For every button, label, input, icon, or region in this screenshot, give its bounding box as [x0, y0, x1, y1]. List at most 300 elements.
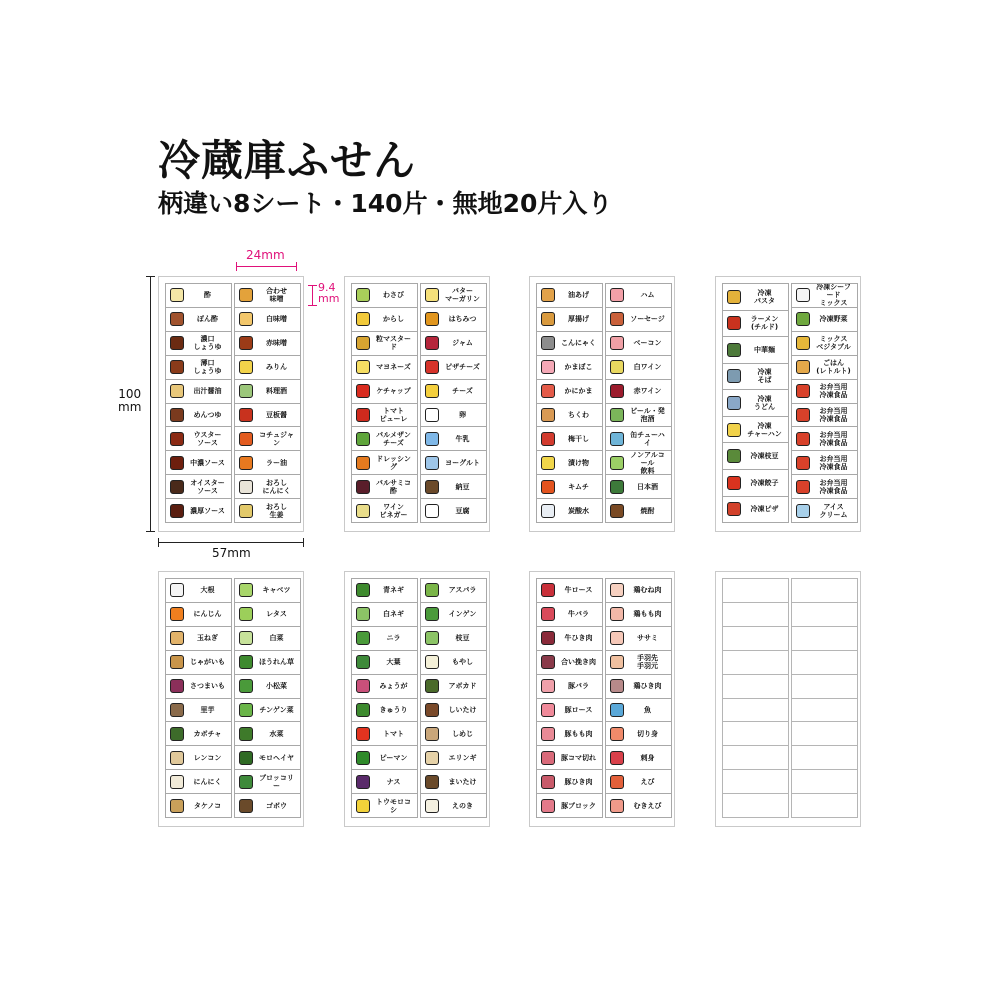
sticker [234, 626, 301, 651]
oyster-sauce-icon [169, 479, 185, 495]
sticker [536, 474, 603, 499]
label-height-dimension: 9.4 mm [318, 281, 340, 305]
sticker-label: お弁当用 冷凍食品 [819, 478, 848, 495]
ponzu-bottle-icon [169, 311, 185, 327]
sticker [420, 426, 487, 451]
blank-sticker [791, 650, 858, 675]
sticker-label: 漬け物 [568, 458, 589, 467]
chuhai-can-icon [609, 431, 625, 447]
sticker [165, 450, 232, 475]
sticker-label: 大根 [200, 586, 215, 595]
burdock-icon [238, 798, 254, 814]
sticker [420, 793, 487, 818]
sticker-label: きゅうり [379, 705, 408, 714]
sticker-label: お弁当用 冷凍食品 [819, 383, 848, 400]
sticker [351, 307, 418, 332]
sticker-column-right [605, 578, 672, 818]
wasabi-tube-icon [355, 287, 371, 303]
sheet-width-line [158, 542, 304, 543]
sticker [234, 674, 301, 699]
blank-sticker [722, 674, 789, 699]
sticker [420, 602, 487, 627]
sticker [351, 331, 418, 356]
sticker-column-left [722, 578, 789, 818]
sticker-label: 合わせ 味噌 [266, 287, 287, 304]
sticker-label: ぽん酢 [197, 315, 218, 324]
sticker [605, 626, 672, 651]
sticker-label: 切り身 [637, 729, 658, 738]
sticker [791, 498, 858, 523]
taro-icon [169, 702, 185, 718]
sticker-label: かにかま [564, 387, 593, 396]
sticker-label: 中濃ソース [190, 458, 225, 467]
label-height-line [312, 285, 313, 305]
sticker [536, 626, 603, 651]
sticker [165, 331, 232, 356]
balsamic-icon [355, 479, 371, 495]
napa-cabbage-icon [238, 630, 254, 646]
sticker-label: ベーコン [633, 339, 662, 348]
honey-icon [424, 311, 440, 327]
sticker-label: カボチャ [193, 729, 222, 738]
sticker [722, 336, 789, 364]
sticker [351, 283, 418, 308]
thick-sauce-icon [169, 503, 185, 519]
sticker-label: エリンギ [448, 753, 477, 762]
sticker [536, 307, 603, 332]
grated-ginger-icon [238, 503, 254, 519]
chilled-ramen-icon [726, 315, 742, 331]
frozen-fried-rice-icon [726, 422, 742, 438]
sticker [351, 403, 418, 428]
sticker-label: 白味噌 [266, 315, 287, 324]
sticker [605, 379, 672, 404]
sticker [165, 674, 232, 699]
blank-sticker [722, 602, 789, 627]
fish-fillet-icon [609, 726, 625, 742]
pork-thigh-icon [540, 726, 556, 742]
sticker [605, 331, 672, 356]
sticker [420, 745, 487, 770]
blank-sticker [791, 721, 858, 746]
sticker-label: ソーセージ [630, 315, 665, 324]
blank-sticker [722, 698, 789, 723]
sticker-label: トマト [383, 729, 404, 738]
sheet-width-dimension: 57mm [212, 546, 251, 560]
sticker [165, 698, 232, 723]
pizza-cheese-icon [424, 359, 440, 375]
shiso-icon [355, 654, 371, 670]
sticker-label: 白ワイン [633, 363, 662, 372]
sticker-label: 冷凍 パスタ [754, 288, 775, 305]
sticker-label: 赤味噌 [266, 339, 287, 348]
sticker [605, 674, 672, 699]
sticker [234, 650, 301, 675]
sticker [351, 626, 418, 651]
sticker-label: ナス [386, 777, 401, 786]
sticker [165, 793, 232, 818]
sticker-label: しいたけ [448, 705, 477, 714]
sticker-label: 魚 [644, 705, 651, 714]
cabbage-icon [238, 582, 254, 598]
sticker [722, 283, 789, 311]
sticker [536, 698, 603, 723]
white-miso-icon [238, 311, 254, 327]
sticker-label: ごはん (レトルト) [816, 359, 851, 376]
bento-frozen-icon [795, 455, 811, 471]
sticker-label: 鶏もも肉 [633, 610, 662, 619]
sticker-label: 薄口 しょうゆ [193, 359, 222, 376]
sticker [605, 650, 672, 675]
sticker-label: ビール・発泡酒 [630, 406, 665, 423]
blank-sticker [791, 578, 858, 603]
sticker [420, 379, 487, 404]
sticker [605, 793, 672, 818]
sticker-label: 出汁醤油 [193, 387, 222, 396]
sticker-label: みりん [266, 363, 287, 372]
chinese-noodle-icon [726, 342, 742, 358]
sticker-label: 冷凍シーフード ミックス [816, 283, 851, 308]
sticker-label: 小松菜 [266, 682, 287, 691]
sticker [165, 355, 232, 380]
blank-sticker [722, 721, 789, 746]
blank-sticker [722, 578, 789, 603]
sticker-column-right [420, 578, 487, 818]
label-width-tick-left [236, 262, 237, 271]
sticker-label: 豚もも肉 [564, 729, 593, 738]
sticker [234, 698, 301, 723]
soy-sauce-icon [169, 335, 185, 351]
frozen-soba-icon [726, 368, 742, 384]
sticker [791, 355, 858, 380]
sticker-label: ゴボウ [266, 801, 287, 810]
light-soy-sauce-icon [169, 359, 185, 375]
sticker [420, 698, 487, 723]
sticker-label: ササミ [637, 634, 658, 643]
sticker [165, 379, 232, 404]
bacon-icon [609, 335, 625, 351]
sticker [420, 626, 487, 651]
chuno-sauce-icon [169, 455, 185, 471]
sticker-column-left [536, 578, 603, 818]
sticker-label: おろし 生姜 [266, 502, 287, 519]
potato-icon [169, 654, 185, 670]
sticker-column-left [165, 578, 232, 818]
doubanjiang-icon [238, 407, 254, 423]
pickles-icon [540, 455, 556, 471]
sticker [351, 498, 418, 523]
sticker-label: まいたけ [448, 777, 477, 786]
label-height-tick-bottom [308, 305, 317, 306]
sticker-label: えのき [452, 801, 473, 810]
chicken-wing-icon [609, 654, 625, 670]
sticker-column-left [351, 283, 418, 523]
sticker-label: 卵 [459, 410, 466, 419]
sticker-label: 冷凍野菜 [819, 315, 848, 324]
dressing-icon [355, 455, 371, 471]
yogurt-icon [424, 455, 440, 471]
white-wine-icon [609, 359, 625, 375]
sticker [165, 498, 232, 523]
shimeji-icon [424, 726, 440, 742]
sticker-label: 牛乳 [455, 434, 470, 443]
green-onion-icon [355, 582, 371, 598]
peeled-shrimp-icon [609, 798, 625, 814]
sticker-label: バター マーガリン [445, 287, 480, 304]
sticker-label: キャベツ [262, 586, 291, 595]
seafood-mix-icon [795, 287, 811, 303]
sticker-label: チーズ [452, 387, 473, 396]
sticker-column-right [420, 283, 487, 523]
sticker-column-left [165, 283, 232, 523]
sticker-column-right [234, 578, 301, 818]
sticker-label: 濃口 しょうゆ [193, 335, 222, 352]
blank-sticker [722, 769, 789, 794]
sticker-column-left [722, 283, 789, 523]
sticker [234, 793, 301, 818]
sticker-label: えび [640, 777, 655, 786]
sticker [234, 355, 301, 380]
sticker [234, 283, 301, 308]
sticker [536, 498, 603, 523]
fried-tofu-icon [540, 287, 556, 303]
sticker-label: 大葉 [386, 658, 401, 667]
sticker-label: 冷凍ピザ [750, 505, 779, 514]
sticker-label: モロヘイヤ [259, 753, 294, 762]
sticker [605, 355, 672, 380]
butter-icon [424, 287, 440, 303]
sticker-label: アボカド [448, 682, 477, 691]
soda-water-icon [540, 503, 556, 519]
sticker [536, 379, 603, 404]
sticker [791, 379, 858, 404]
beer-icon [609, 407, 625, 423]
sticker-label: ハム [640, 291, 655, 300]
sticker-label: じゃがいも [190, 658, 225, 667]
blank-sticker [722, 626, 789, 651]
label-width-tick-right [296, 262, 297, 271]
corn-icon [355, 798, 371, 814]
eggplant-icon [355, 774, 371, 790]
sticker [420, 331, 487, 356]
sticker [165, 283, 232, 308]
sticker [605, 578, 672, 603]
sticker [420, 769, 487, 794]
sticker-label: むきえび [633, 801, 662, 810]
sticker-label: 赤ワイン [633, 387, 662, 396]
sticker [165, 403, 232, 428]
chikuwa-icon [540, 407, 556, 423]
sticker-label: 水菜 [269, 729, 284, 738]
frozen-vegetables-icon [795, 311, 811, 327]
sticker-label: タケノコ [193, 801, 222, 810]
sticker-label: チンゲン菜 [259, 705, 294, 714]
sticker-label: ドレッシング [376, 454, 411, 471]
sticker-label: おろし にんにく [262, 478, 291, 495]
sashimi-icon [609, 750, 625, 766]
sticker-label: 枝豆 [455, 634, 470, 643]
sticker-label: ミックス ベジタブル [816, 335, 851, 352]
edamame-icon [424, 630, 440, 646]
sticker [165, 745, 232, 770]
bok-choy-icon [238, 702, 254, 718]
sticker [234, 307, 301, 332]
sticker [420, 403, 487, 428]
mayonnaise-icon [355, 359, 371, 375]
sticker [234, 721, 301, 746]
blank-sticker [791, 745, 858, 770]
sticker-label: 豚ひき肉 [564, 777, 593, 786]
sticker-label: 炭酸水 [568, 506, 589, 515]
sticker-label: かまぼこ [564, 363, 593, 372]
ground-beef-icon [540, 630, 556, 646]
sticker-label: 鶏むね肉 [633, 586, 662, 595]
sticker-column-right [234, 283, 301, 523]
pork-block-icon [540, 798, 556, 814]
sticker [605, 769, 672, 794]
sticker [351, 793, 418, 818]
sticker-label: 冷凍餃子 [750, 478, 779, 487]
sticker [165, 650, 232, 675]
sticker-sheet [529, 276, 675, 532]
chili-oil-icon [238, 455, 254, 471]
sticker-label: 梅干し [568, 434, 589, 443]
ketchup-icon [355, 383, 371, 399]
molokhia-icon [238, 750, 254, 766]
konjac-icon [540, 335, 556, 351]
sticker-label: 豚コマ切れ [561, 753, 596, 762]
sticker-label: レタス [266, 610, 287, 619]
sausage-icon [609, 311, 625, 327]
sticker-label: コチュジャン [259, 430, 294, 447]
sticker [234, 379, 301, 404]
sticker-label: こんにゃく [561, 339, 596, 348]
sheet-width-tick-left [158, 538, 159, 547]
sticker [420, 674, 487, 699]
sticker [536, 674, 603, 699]
ground-chicken-icon [609, 678, 625, 694]
sticker [722, 442, 789, 470]
page-title: 冷蔵庫ふせん [158, 136, 417, 185]
sticker [791, 307, 858, 332]
mizuna-icon [238, 726, 254, 742]
sticker [536, 650, 603, 675]
sticker-label: 白ネギ [383, 610, 404, 619]
sticker-label: 牛ひき肉 [564, 634, 593, 643]
sticker-label: もやし [452, 658, 473, 667]
sticker-sheet [158, 276, 304, 532]
pork-belly-icon [540, 678, 556, 694]
sticker [351, 578, 418, 603]
cooking-sake-icon [238, 383, 254, 399]
kamaboko-icon [540, 359, 556, 375]
label-width-line [236, 266, 296, 267]
sticker [605, 450, 672, 475]
sticker [351, 721, 418, 746]
sticker-label: 酢 [204, 291, 211, 300]
sticker [791, 450, 858, 475]
sticker-label: ケチャップ [376, 387, 411, 396]
bean-sprout-icon [424, 654, 440, 670]
sticker [165, 426, 232, 451]
grain-mustard-icon [355, 335, 371, 351]
garlic-icon [169, 774, 185, 790]
grated-garlic-icon [238, 479, 254, 495]
sticker [791, 331, 858, 356]
sticker-label: はちみつ [448, 315, 477, 324]
sticker [234, 769, 301, 794]
sticker [351, 379, 418, 404]
sticker [351, 769, 418, 794]
sticker-label: 中華麺 [754, 345, 775, 354]
frozen-edamame-icon [726, 448, 742, 464]
gochujang-icon [238, 431, 254, 447]
blank-sticker [791, 626, 858, 651]
sticker [420, 498, 487, 523]
sticker-label: 冷凍 うどん [754, 395, 775, 412]
blank-sticker [791, 698, 858, 723]
cucumber-icon [355, 702, 371, 718]
sticker [234, 331, 301, 356]
egg-icon [424, 407, 440, 423]
sticker-sheet [344, 571, 490, 827]
bento-frozen-icon [795, 479, 811, 495]
sticker [605, 721, 672, 746]
chicken-tender-icon [609, 630, 625, 646]
blank-sticker [791, 602, 858, 627]
shochu-icon [609, 503, 625, 519]
sticker-label: ピザチーズ [445, 363, 480, 372]
thick-fried-tofu-icon [540, 311, 556, 327]
daikon-icon [169, 582, 185, 598]
label-height-tick-top [308, 285, 317, 286]
sticker [234, 403, 301, 428]
sticker-label: 刺身 [640, 753, 655, 762]
beef-belly-icon [540, 606, 556, 622]
sticker [536, 602, 603, 627]
milk-icon [424, 431, 440, 447]
sticker-label: ヨーグルト [445, 458, 480, 467]
sticker-label: みょうが [379, 682, 408, 691]
sticker-label: ジャム [452, 339, 473, 348]
sticker [234, 450, 301, 475]
bento-frozen-icon [795, 383, 811, 399]
sticker-label: 青ネギ [383, 586, 404, 595]
sticker [722, 310, 789, 338]
sticker-sheet [715, 276, 861, 532]
blank-sticker [722, 793, 789, 818]
sticker [234, 745, 301, 770]
sticker-label: パルメザン チーズ [376, 430, 411, 447]
sticker [536, 283, 603, 308]
sticker-column-right [605, 283, 672, 523]
blank-sticker [722, 745, 789, 770]
sticker [791, 283, 858, 308]
sticker-label: ラー油 [266, 458, 287, 467]
sticker [165, 602, 232, 627]
ground-pork-icon [540, 774, 556, 790]
sticker [351, 698, 418, 723]
sheet-height-dimension: 100 mm [118, 387, 142, 414]
sticker [420, 355, 487, 380]
frozen-gyoza-icon [726, 475, 742, 491]
mixed-vegetables-icon [795, 335, 811, 351]
sticker-label: ウスター ソース [193, 430, 222, 447]
sticker [536, 450, 603, 475]
sticker [165, 769, 232, 794]
sticker [351, 426, 418, 451]
blank-sticker [791, 769, 858, 794]
